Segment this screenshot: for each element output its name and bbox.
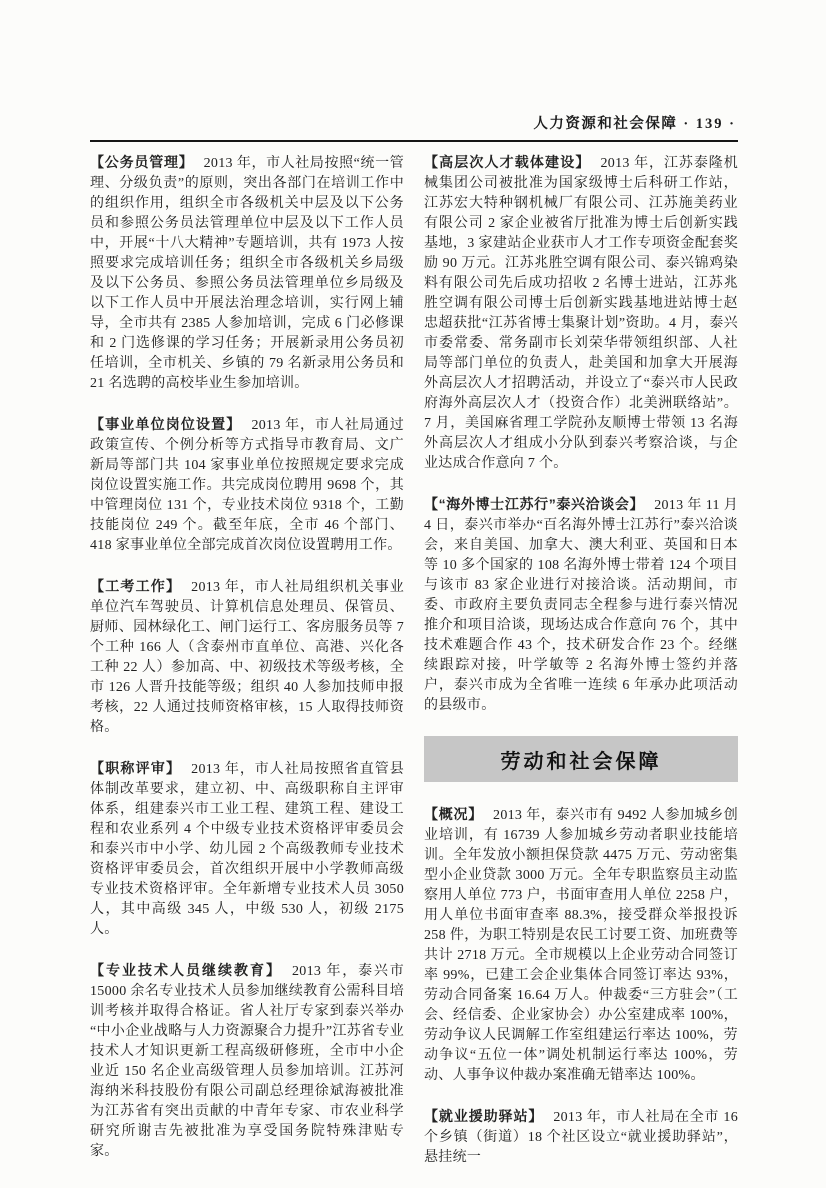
yearbook-entry <box>90 152 404 394</box>
entry-title: 【专业技术人员继续教育】 <box>90 962 282 978</box>
entry-title: 【工考工作】 <box>90 578 182 594</box>
yearbook-entry <box>424 494 738 716</box>
entry-text: 2013 年 11 月 4 日，泰兴市举办“百名海外博士江苏行”泰兴洽谈会，来自美国、加拿大、澳大利亚、英国和日本等 10 多个国家的 108 名海外博士带着 124 个项目与该市 83 家企业进行对接洽谈。活动期间，市委、市政府主要负责同志全程参与进行泰兴情况推介和项目洽谈，现场达成合作意向 76 个，其中技术难题合作 43 个，技术研发合作 23 个。经继续跟踪对接，叶学敏等 2 名海外博士签约并落户，泰兴市成为全省唯一连续 6 年承办此项活动的县级市。 <box>424 498 739 713</box>
entry-title: 【就业援助驿站】 <box>424 1108 544 1124</box>
header-rule <box>90 140 738 142</box>
chapter-banner <box>424 736 738 782</box>
yearbook-entry <box>90 960 404 1162</box>
entry-text: 2013 年，市人社局按照“统一管理、分级负责”的原则，突出各部门在培训工作中的组织作用，组织全市各级机关中层及以下公务员和参照公务员法管理单位中层及以下工作人员中，开展“十八大精神”专题培训，共有 1973 人按照要求完成培训任务；组织全市各级机关乡局级及以下公务员、参照公务员法管理单位乡局级及以下工作人员中开展法治理念培训，实行网上辅导，全市共有 2385 人参加培训，完成 6 门必修课和 2 门选修课的学习任务；开展新录用公务员初任培训，全市机关、乡镇的 79 名新录用公务员和 21 名选聘的高校毕业生参加培训。 <box>90 156 404 391</box>
header-page-number: · 139 · <box>683 116 736 132</box>
yearbook-entry <box>424 152 738 474</box>
yearbook-entry <box>424 804 738 1086</box>
entry-title: 【高层次人才载体建设】 <box>424 154 591 170</box>
entry-text: 2013 年，市人社局通过政策宣传、个例分析等方式指导市教育局、文广新局等部门共 104 家事业单位按照规定要求完成岗位设置实施工作。共完成岗位聘用 9698 个，其中管理岗位 131 个，专业技术岗位 9318 个，工勤技能岗位 249 个。截至年底，全市 46 个部门、418 家事业单位全部完成首次岗位设置聘用工作。 <box>90 418 405 553</box>
yearbook-entry <box>424 1106 738 1168</box>
yearbook-entry <box>90 576 404 738</box>
yearbook-entry <box>90 414 404 556</box>
entry-text: 2013 年，市人社局组织机关事业单位汽车驾驶员、计算机信息处理员、保管员、厨师、园林绿化工、闸门运行工、客房服务员等 7 个工种 166 人（含泰州市直单位、高港、兴化各工种 22 人）参加高、中、初级技术等级考核，全市 126 人晋升技能等级；组织 40 人参加技师申报考核，22 人通过技师资格审核，15 人取得技师资格。 <box>90 580 405 735</box>
text-columns <box>90 152 738 1188</box>
entry-text: 2013 年，市人社局按照省直管县体制改革要求，建立初、中、高级职称自主评审体系，组建泰兴市工业工程、建筑工程、建设工程和农业系列 4 个中级专业技术资格评审委员会和泰兴市中小学、幼儿园 2 个高级教师专业技术资格评审委员会，首次组织开展中小学教师高级专业技术资格评审。全年新增专业技术人员 3050 人，其中高级 345 人，中级 530 人，初级 2175 人。 <box>90 762 405 937</box>
right-column <box>424 152 738 1188</box>
entry-title: 【职称评审】 <box>90 760 182 776</box>
entry-title: 【“海外博士江苏行”泰兴洽谈会】 <box>424 496 645 512</box>
entry-title: 【概况】 <box>424 806 484 822</box>
yearbook-entry <box>90 758 404 940</box>
left-column <box>90 152 404 1188</box>
entry-text: 2013 年，市人社局在全市 16 个乡镇（街道）18 个社区设立“就业援助驿站”，悬挂统一 <box>424 1110 738 1165</box>
entry-text: 2013 年，泰兴市 15000 余名专业技术人员参加继续教育公需科目培训考核并取得合格证。省人社厅专家到泰兴举办“中小企业战略与人力资源聚合力提升”江苏省专业技术人才知识更新工程高级研修班，全市中小企业近 150 名企业高级管理人员参加培训。江苏河海纳米科技股份有限公司副总经理徐斌海被批准为江苏省有突出贡献的中青年专家、市农业科学研究所谢吉先被批准为享受国务院特殊津贴专家。 <box>90 964 404 1159</box>
entry-text: 2013 年，江苏泰隆机械集团公司被批准为国家级博士后科研工作站，江苏宏大特种钢机械厂有限公司、江苏施美药业有限公司 2 家企业被省厅批准为博士后创新实践基地，3 家建站企业获市人才工作专项资金配套奖励 90 万元。江苏兆胜空调有限公司、泰兴锦鸡染料有限公司先后成功招收 2 名博士进站，江苏兆胜空调有限公司博士后创新实践基地进站博士赵忠超获批“江苏省博士集聚计划”资助。4 月，泰兴市委常委、常务副市长刘荣华带领组织部、人社局等部门单位的负责人，赴美国和加拿大开展海外高层次人才招聘活动，并设立了“泰兴市人民政府海外高层次人才（投资合作）北美洲联络站”。7 月，美国麻省理工学院孙友顺博士带领 13 名海外高层次人才组成小分队到泰兴考察洽谈，与企业达成合作意向 7 个。 <box>424 156 738 471</box>
entry-text: 2013 年，泰兴市有 9492 人参加城乡创业培训，有 16739 人参加城乡劳动者职业技能培训。全年发放小额担保贷款 4475 万元、劳动密集型小企业贷款 3000 万元。全年专职监察员主动监察用人单位 773 户，书面审查用人单位 2258 户，用人单位书面审查率 88.3%，接受群众举报投诉 258 件，为职工特别是农民工讨要工资、加班费等共计 2718 万元。全市规模以上企业劳动合同签订率 99%，已建工会企业集体合同签订率达 93%，劳动合同备案 16.64 万人。仲裁委“三方驻会”（工会、经信委、企业家协会）办公室建成率 100%，劳动争议人民调解工作室组建运行率达 100%，劳动争议“五位一体”调处机制运行率达 100%，劳动、人事争议仲裁办案准确无错率达 100%。 <box>424 808 739 1083</box>
entry-title: 【公务员管理】 <box>90 154 194 170</box>
chapter-banner-title: 劳动和社会保障 <box>500 750 662 773</box>
header-section-title: 人力资源和社会保障 <box>533 116 678 132</box>
entry-title: 【事业单位岗位设置】 <box>90 416 242 432</box>
page-header <box>90 112 738 140</box>
